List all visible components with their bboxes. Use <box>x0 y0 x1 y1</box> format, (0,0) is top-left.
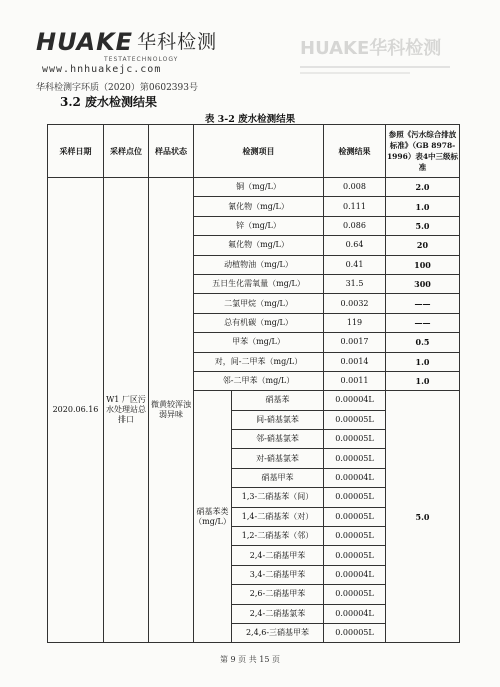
sample-date: 2020.06.16 <box>48 178 104 643</box>
sample-location: W1 厂区污水处理站总排口 <box>104 178 149 643</box>
test-result: 0.086 <box>324 216 386 235</box>
standard-limit: 0.5 <box>386 333 460 352</box>
table-caption: 表 3-2 废水检测结果 <box>204 114 296 125</box>
standard-limit: 100 <box>386 255 460 274</box>
test-item: 3,4-二硝基甲苯 <box>232 565 324 584</box>
test-item: 对，间-二甲苯（mg/L） <box>194 352 324 371</box>
test-result: 0.00004L <box>324 468 386 487</box>
page-footer: 第 9 页 共 15 页 <box>220 655 280 664</box>
test-result: 0.00004L <box>324 391 386 410</box>
test-item: 硝基苯 <box>232 391 324 410</box>
test-item: 邻-硝基氯苯 <box>232 430 324 449</box>
test-item: 氰化物（mg/L） <box>194 197 324 216</box>
test-item: 2,6-二硝基甲苯 <box>232 585 324 604</box>
website-url: www.hnhuakejc.com <box>42 64 162 75</box>
test-result: 0.00005L <box>324 488 386 507</box>
test-result: 0.0017 <box>324 333 386 352</box>
test-result: 0.64 <box>324 236 386 255</box>
standard-limit: —— <box>386 294 460 313</box>
table-header-row <box>48 125 460 178</box>
test-result: 0.00004L <box>324 565 386 584</box>
table-row <box>48 178 460 197</box>
group-label: 硝基苯类（mg/L） <box>194 391 232 643</box>
test-item: 2,4,6-三硝基甲苯 <box>232 623 324 642</box>
qualification-number: 华科检测字环质（2020）第0602393号 <box>36 83 198 93</box>
header-location: 采样点位 <box>104 125 149 178</box>
standard-limit: 5.0 <box>386 216 460 235</box>
standard-limit: —— <box>386 313 460 332</box>
test-item: 甲苯（mg/L） <box>194 333 324 352</box>
test-item: 2,4-二硝基甲苯 <box>232 546 324 565</box>
logo-chinese-name: 华科检测 <box>137 31 218 53</box>
test-result: 0.00005L <box>324 527 386 546</box>
sample-state: 微黄较浑浊弱异味 <box>149 178 194 643</box>
test-result: 0.00005L <box>324 449 386 468</box>
section-title: 3.2 废水检测结果 <box>60 95 158 109</box>
test-result: 0.00005L <box>324 410 386 429</box>
group-standard-limit: 5.0 <box>386 391 460 643</box>
test-item: 氟化物（mg/L） <box>194 236 324 255</box>
test-result: 0.00005L <box>324 507 386 526</box>
standard-limit: 1.0 <box>386 352 460 371</box>
watermark-line <box>300 66 450 68</box>
test-item: 总有机碳（mg/L） <box>194 313 324 332</box>
standard-limit: 20 <box>386 236 460 255</box>
standard-limit: 2.0 <box>386 178 460 197</box>
test-item: 对-硝基氯苯 <box>232 449 324 468</box>
test-result: 0.0011 <box>324 371 386 390</box>
test-item: 1,2-二硝基苯（邻） <box>232 527 324 546</box>
test-result: 0.0032 <box>324 294 386 313</box>
test-item: 铜（mg/L） <box>194 178 324 197</box>
test-item: 邻-二甲苯（mg/L） <box>194 371 324 390</box>
test-result: 31.5 <box>324 274 386 293</box>
standard-limit: 1.0 <box>386 197 460 216</box>
logo-subtitle: TESTATECHNOLOGY <box>104 56 179 63</box>
faded-watermark-logo <box>300 34 460 89</box>
test-result: 0.00005L <box>324 430 386 449</box>
test-result: 0.00005L <box>324 623 386 642</box>
test-item: 硝基甲苯 <box>232 468 324 487</box>
header-state: 样品状态 <box>149 125 194 178</box>
standard-limit: 300 <box>386 274 460 293</box>
test-item: 二氯甲烷（mg/L） <box>194 294 324 313</box>
test-item: 2,4-二硝基氯苯 <box>232 604 324 623</box>
watermark-logo-text: HUAKE华科检测 <box>300 38 442 59</box>
header-date: 采样日期 <box>48 125 104 178</box>
test-result: 0.008 <box>324 178 386 197</box>
logo-mark: HUAKE <box>36 28 134 56</box>
test-result: 0.111 <box>324 197 386 216</box>
header-standard: 参照《污水综合排放标准》（GB 8978-1996）表4中三级标准 <box>386 125 460 178</box>
test-result: 0.00005L <box>324 585 386 604</box>
header-result: 检测结果 <box>324 125 386 178</box>
test-result: 0.00004L <box>324 604 386 623</box>
test-result: 0.00005L <box>324 546 386 565</box>
test-result: 0.0014 <box>324 352 386 371</box>
test-item: 五日生化需氧量（mg/L） <box>194 274 324 293</box>
test-item: 间-硝基氯苯 <box>232 410 324 429</box>
test-result: 0.41 <box>324 255 386 274</box>
test-item: 动植物油（mg/L） <box>194 255 324 274</box>
test-item: 1,4-二硝基苯（对） <box>232 507 324 526</box>
test-item: 锌（mg/L） <box>194 216 324 235</box>
standard-limit: 1.0 <box>386 371 460 390</box>
test-result: 119 <box>324 313 386 332</box>
watermark-line <box>300 72 410 74</box>
wastewater-results-table <box>47 124 460 643</box>
test-item: 1,3-二硝基苯（间） <box>232 488 324 507</box>
header-item: 检测项目 <box>194 125 324 178</box>
